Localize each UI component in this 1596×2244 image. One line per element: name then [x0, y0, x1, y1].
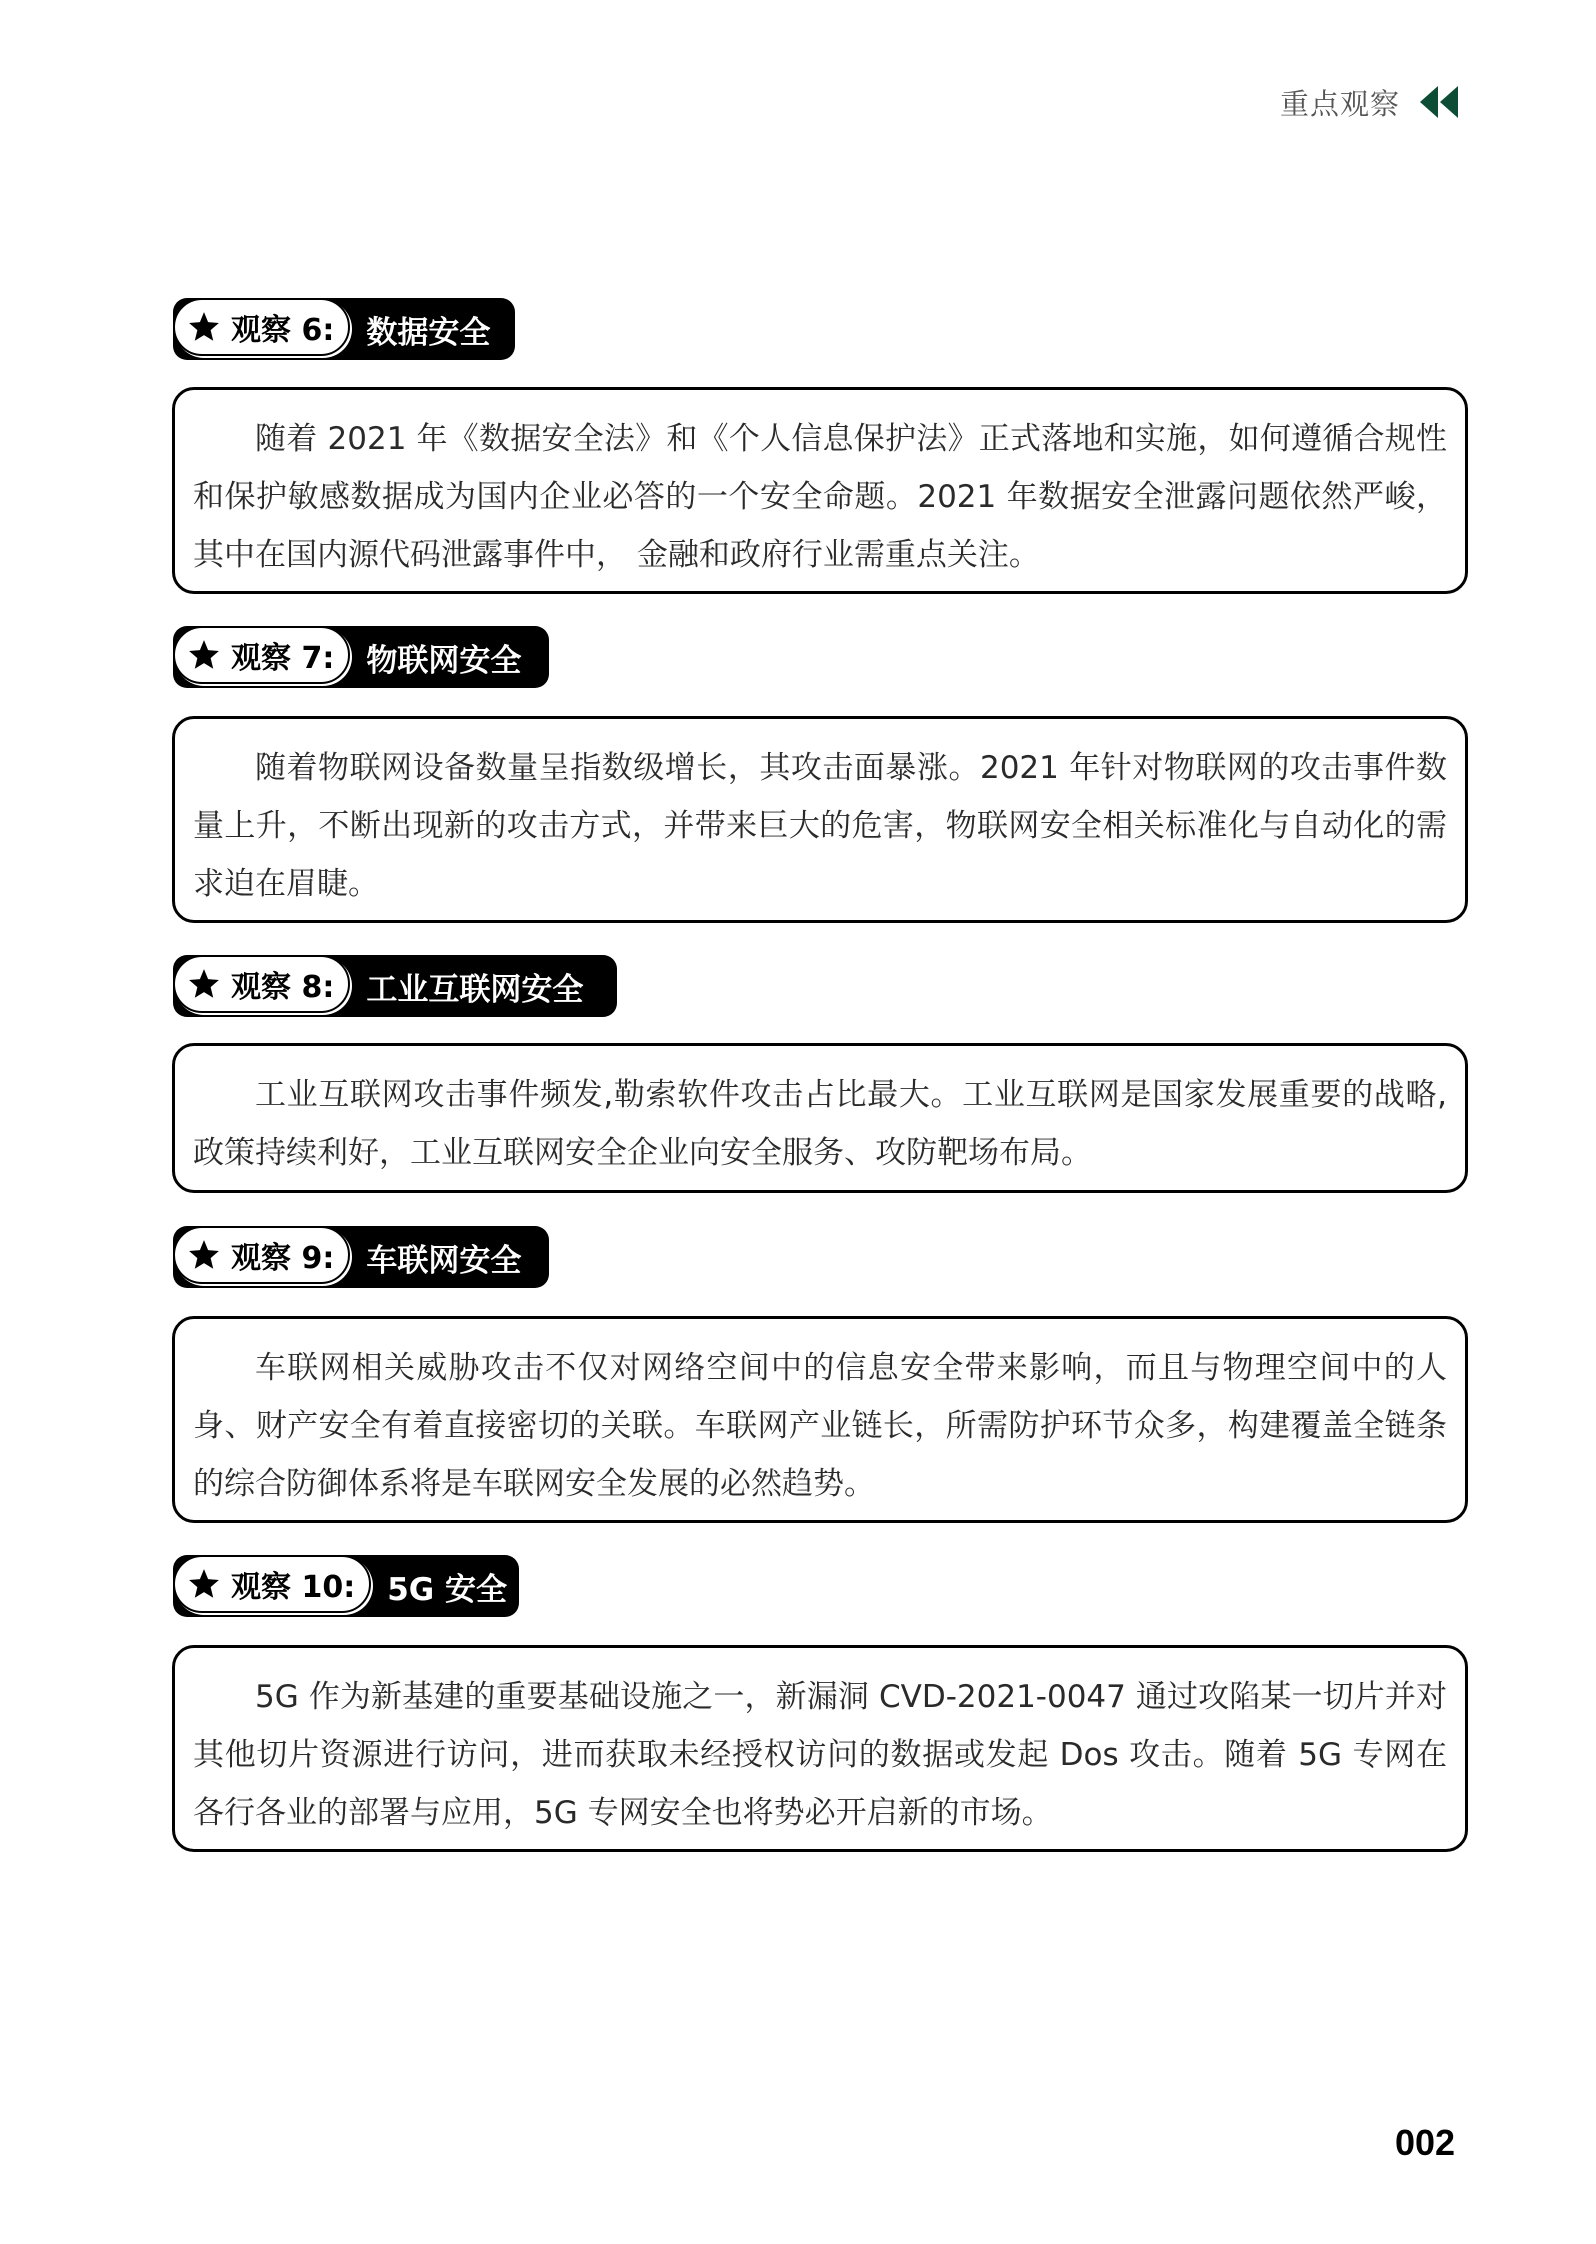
- section-title: 数据安全: [366, 314, 491, 351]
- section-body: 车联网相关威胁攻击不仅对网络空间中的信息安全带来影响，而且与物理空间中的人身、财产安全有着直接密切的关联。车联网产业链长，所需防护环节众多，构建覆盖全链条的综合防御体系将是车联网安全发展的必然趋势。: [193, 1350, 1447, 1502]
- section-label: 观察 7:: [231, 641, 335, 676]
- section-card-8: [172, 1043, 1468, 1193]
- star-icon: [187, 1567, 221, 1601]
- tab-label-pill: [173, 1555, 371, 1613]
- section-title: 物联网安全: [366, 642, 522, 679]
- section-card-9: [172, 1316, 1468, 1523]
- section-tab-7: [173, 626, 539, 688]
- tab-label-pill: [173, 1226, 350, 1284]
- tab-label-pill: [173, 626, 350, 684]
- section-label: 观察 9:: [231, 1241, 335, 1276]
- section-label: 观察 8:: [231, 970, 335, 1005]
- section-label: 观察 6:: [231, 313, 335, 348]
- section-card-7: [172, 716, 1468, 923]
- section-tab-6: [173, 298, 508, 360]
- header-title: 重点观察: [1280, 86, 1401, 121]
- star-icon: [187, 310, 221, 344]
- section-tab-9: [173, 1226, 539, 1288]
- section-body: 随着 2021 年《数据安全法》和《个人信息保护法》正式落地和实施，如何遵循合规性和保护敏感数据成为国内企业必答的一个安全命题。2021 年数据安全泄露问题依然严峻，其中在国内源代码泄露事件中， 金融和政府行业需重点关注。: [193, 421, 1447, 573]
- section-card-6: [172, 387, 1468, 594]
- section-tab-8: [173, 955, 601, 1017]
- page-number: 002: [1395, 2122, 1456, 2163]
- section-card-10: [172, 1645, 1468, 1852]
- tab-label-pill: [173, 955, 350, 1013]
- section-title: 工业互联网安全: [366, 971, 584, 1008]
- section-body: 工业互联网攻击事件频发,勒索软件攻击占比最大。工业互联网是国家发展重要的战略,政策持续利好，工业互联网安全企业向安全服务、攻防靶场布局。: [193, 1077, 1447, 1171]
- section-title: 车联网安全: [366, 1242, 522, 1279]
- section-title: 5G 安全: [387, 1571, 508, 1608]
- star-icon: [187, 967, 221, 1001]
- page-header: [1280, 78, 1462, 126]
- section-tab-10: [173, 1555, 525, 1617]
- star-icon: [187, 638, 221, 672]
- double-left-arrow-icon: [1418, 84, 1462, 120]
- tab-label-pill: [173, 298, 350, 356]
- section-body: 随着物联网设备数量呈指数级增长，其攻击面暴涨。2021 年针对物联网的攻击事件数量上升，不断出现新的攻击方式，并带来巨大的危害，物联网安全相关标准化与自动化的需求迫在眉睫。: [193, 750, 1447, 902]
- star-icon: [187, 1238, 221, 1272]
- section-label: 观察 10:: [231, 1570, 356, 1605]
- section-body: 5G 作为新基建的重要基础设施之一，新漏洞 CVD-2021-0047 通过攻陷某一切片并对其他切片资源进行访问，进而获取未经授权访问的数据或发起 Dos 攻击。随着 5G 专网在各行各业的部署与应用，5G 专网安全也将势必开启新的市场。: [193, 1679, 1447, 1831]
